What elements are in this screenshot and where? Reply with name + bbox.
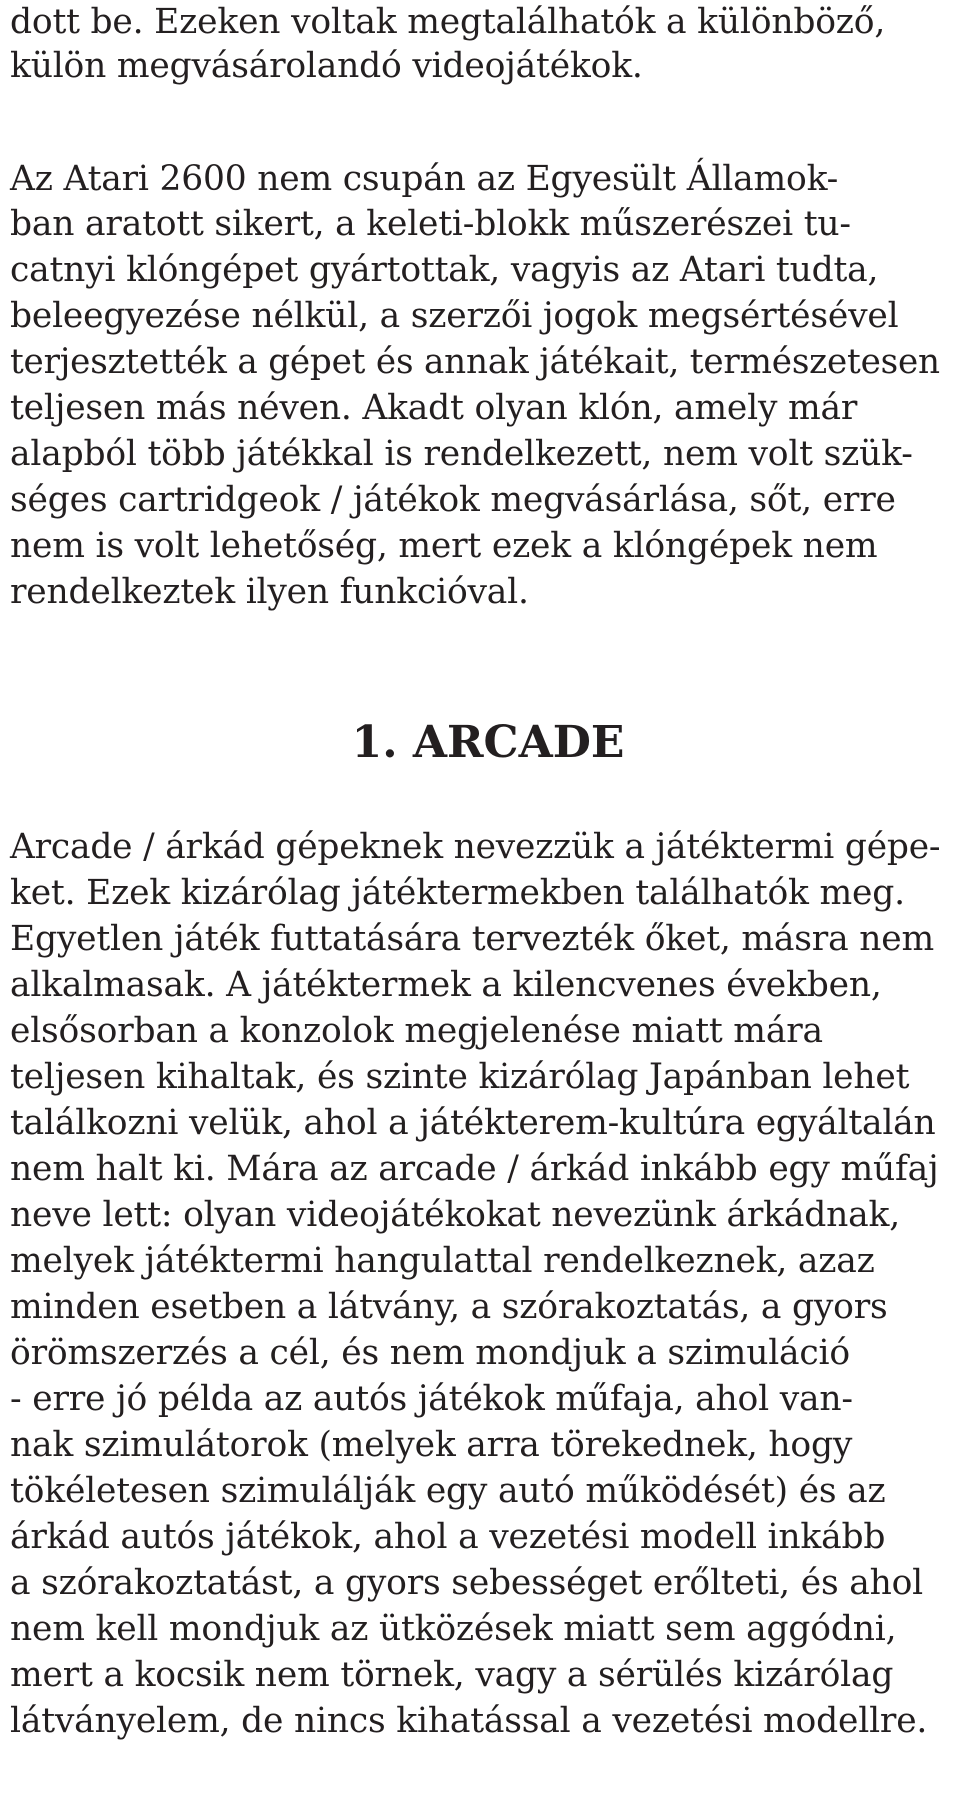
- text-line: mert a kocsik nem törnek, vagy a sérülés kizárólag: [10, 1655, 894, 1695]
- text-line: rendelkeztek ilyen funkcióval.: [10, 572, 529, 612]
- text-line: ban aratott sikert, a keleti-blokk műszerészei tu-: [10, 204, 851, 244]
- text-line: - erre jó példa az autós játékok műfaja, ahol van-: [10, 1379, 853, 1419]
- text-line: neve lett: olyan videojátékokat nevezünk árkádnak,: [10, 1195, 900, 1235]
- text-line: beleegyezése nélkül, a szerzői jogok megsértésével: [10, 296, 899, 336]
- text-line: teljesen kihaltak, és szinte kizárólag Japánban lehet: [10, 1057, 910, 1097]
- text-line: Arcade / árkád gépeknek nevezzük a játéktermi gépe-: [10, 827, 941, 867]
- text-line: nem kell mondjuk az ütközések miatt sem aggódni,: [10, 1609, 897, 1649]
- text-line: elsősorban a konzolok megjelenése miatt mára: [10, 1011, 823, 1051]
- text-line: minden esetben a látvány, a szórakoztatás, a gyors: [10, 1287, 888, 1327]
- text-line: a szórakoztatást, a gyors sebességet erőlteti, és ahol: [10, 1563, 924, 1603]
- text-line: alkalmasak. A játéktermek a kilencvenes években,: [10, 965, 882, 1005]
- text-line: külön megvásárolandó videojátékok.: [10, 46, 643, 86]
- text-line: alapból több játékkal is rendelkezett, nem volt szük-: [10, 434, 913, 474]
- text-line: catnyi klóngépet gyártottak, vagyis az Atari tudta,: [10, 250, 879, 290]
- text-line: dott be. Ezeken voltak megtalálhatók a különböző,: [10, 2, 886, 42]
- text-line: terjesztették a gépet és annak játékait, természetesen: [10, 342, 940, 382]
- text-line: nem halt ki. Mára az arcade / árkád inkább egy műfaj: [10, 1149, 939, 1189]
- text-line: Egyetlen játék futtatására tervezték őket, másra nem: [10, 919, 934, 959]
- text-line: tökéletesen szimulálják egy autó működését) és az: [10, 1471, 886, 1511]
- text-line: ket. Ezek kizárólag játéktermekben találhatók meg.: [10, 873, 905, 913]
- text-line: Az Atari 2600 nem csupán az Egyesült Államok-: [10, 159, 839, 199]
- text-line: séges cartridgeok / játékok megvásárlása, sőt, erre: [10, 480, 896, 520]
- text-line: nem is volt lehetőség, mert ezek a klóngépek nem: [10, 526, 878, 566]
- text-line: nak szimulátorok (melyek arra törekednek, hogy: [10, 1425, 853, 1465]
- text-line: melyek játéktermi hangulattal rendelkeznek, azaz: [10, 1241, 875, 1281]
- text-line: teljesen más néven. Akadt olyan klón, amely már: [10, 388, 858, 428]
- text-line: örömszerzés a cél, és nem mondjuk a szimuláció: [10, 1333, 850, 1373]
- text-line: látványelem, de nincs kihatással a vezetési modellre.: [10, 1701, 928, 1741]
- section-heading: 1. ARCADE: [351, 717, 625, 768]
- text-line: árkád autós játékok, ahol a vezetési modell inkább: [10, 1517, 886, 1557]
- text-line: találkozni velük, ahol a játékterem-kultúra egyáltalán: [10, 1103, 936, 1143]
